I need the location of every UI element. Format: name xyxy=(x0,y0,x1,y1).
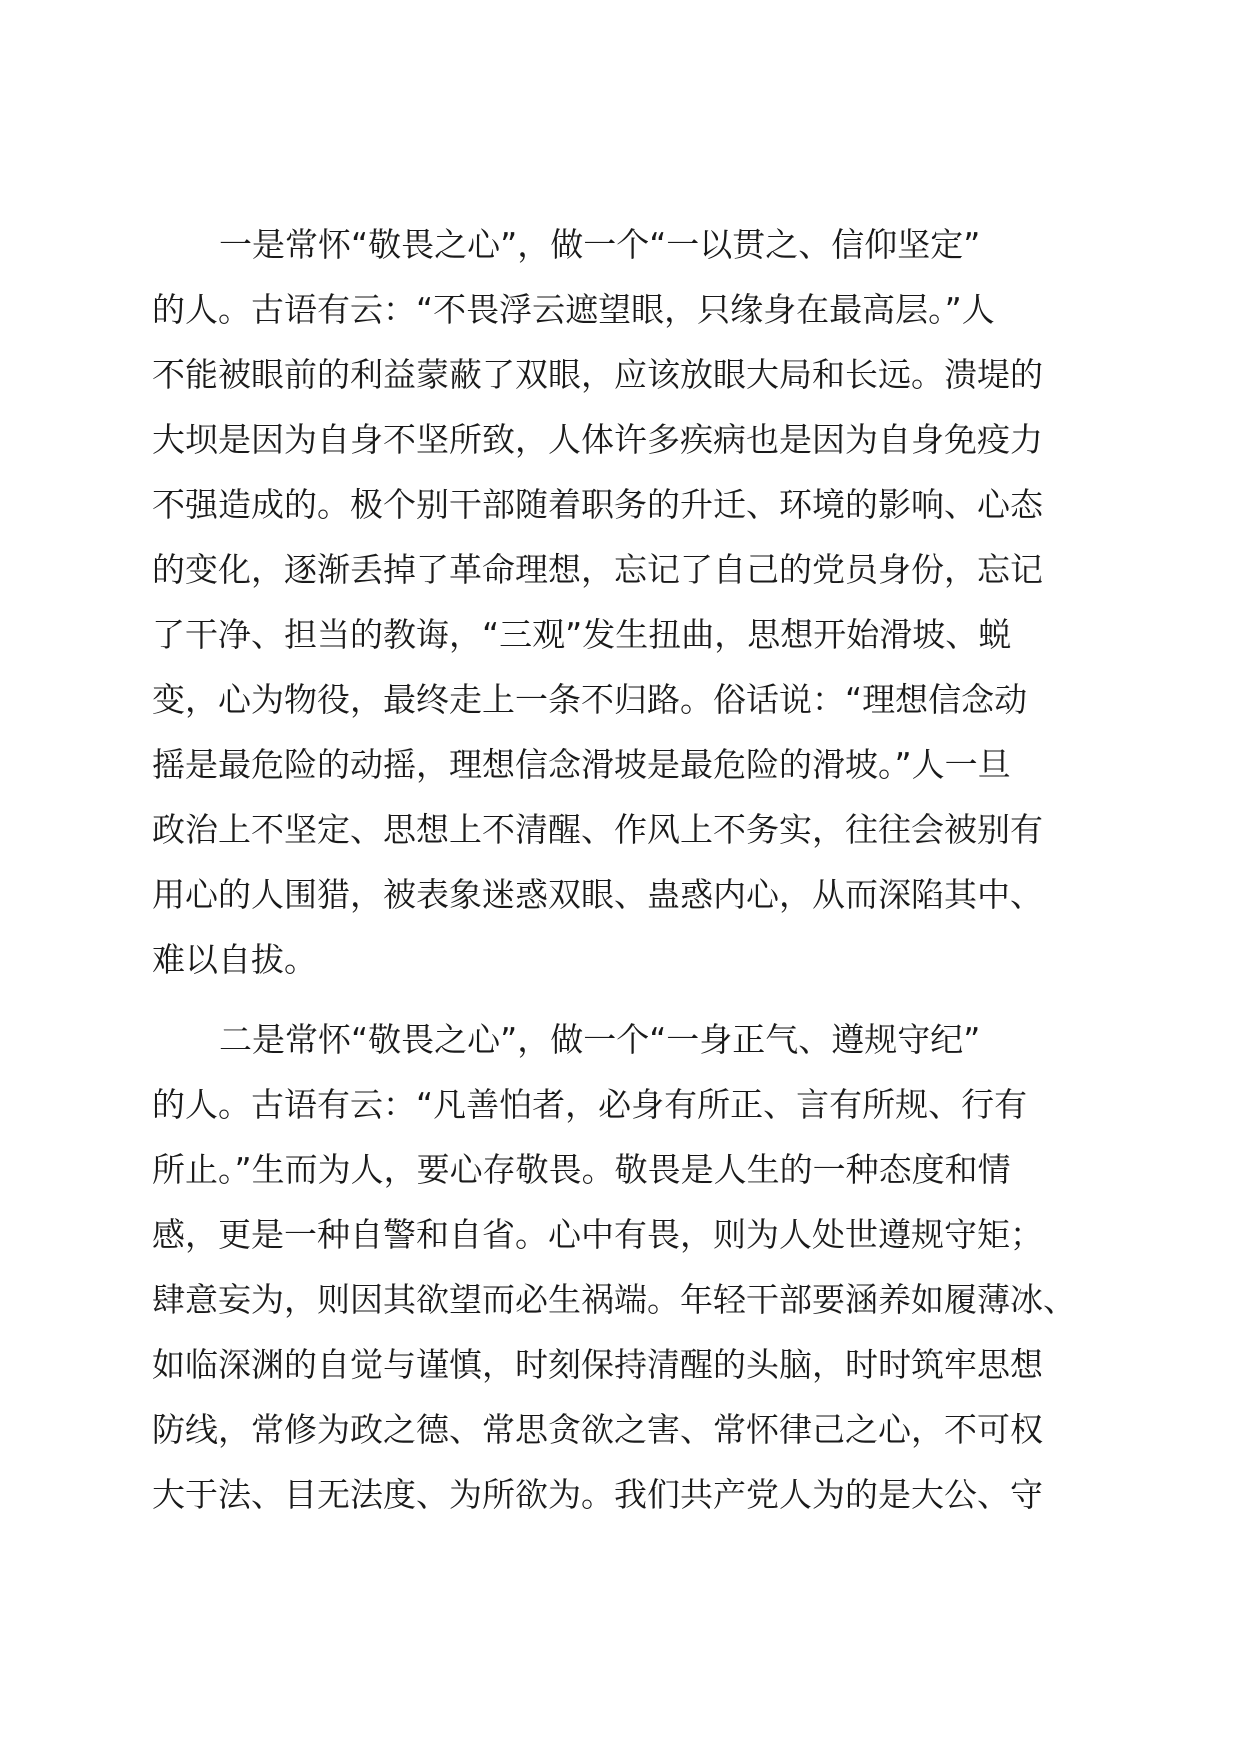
paragraph-line: 的人。古语有云：“凡善怕者，必身有所正、言有所规、行有 xyxy=(152,1085,1028,1124)
paragraph-line: 不能被眼前的利益蒙蔽了双眼，应该放眼大局和长远。溃堤的 xyxy=(152,355,1043,394)
paragraph-line: 不强造成的。极个别干部随着职务的升迁、环境的影响、心态 xyxy=(152,485,1043,524)
paragraph-line: 防线，常修为政之德、常思贪欲之害、常怀律己之心，不可权 xyxy=(152,1410,1043,1449)
paragraph-line: 的人。古语有云：“不畏浮云遮望眼，只缘身在最高层。”人 xyxy=(152,290,995,329)
paragraph-line: 政治上不坚定、思想上不清醒、作风上不务实，往往会被别有 xyxy=(152,810,1043,849)
paragraph-line: 的变化，逐渐丢掉了革命理想，忘记了自己的党员身份，忘记 xyxy=(152,550,1043,589)
paragraph-line: 变，心为物役，最终走上一条不归路。俗话说：“理想信念动 xyxy=(152,680,1028,719)
paragraph-line: 难以自拔。 xyxy=(152,940,317,979)
paragraph-line: 感，更是一种自警和自省。心中有畏，则为人处世遵规守矩； xyxy=(152,1215,1043,1254)
document-body xyxy=(152,212,1092,1527)
paragraph-1 xyxy=(152,212,1092,992)
paragraph-line: 如临深渊的自觉与谨慎，时刻保持清醒的头脑，时时筑牢思想 xyxy=(152,1345,1043,1384)
paragraph-line: 肆意妄为，则因其欲望而必生祸端。年轻干部要涵养如履薄冰、 xyxy=(152,1280,1076,1319)
paragraph-2 xyxy=(152,1007,1092,1527)
paragraph-line: 用心的人围猎，被表象迷惑双眼、蛊惑内心，从而深陷其中、 xyxy=(152,875,1043,914)
paragraph-line: 摇是最危险的动摇，理想信念滑坡是最危险的滑坡。”人一旦 xyxy=(152,745,1011,784)
paragraph-line: 二是常怀“敬畏之心”，做一个“一身正气、遵规守纪” xyxy=(219,1020,981,1059)
paragraph-line: 所止。”生而为人，要心存敬畏。敬畏是人生的一种态度和情 xyxy=(152,1150,1011,1189)
paragraph-line: 一是常怀“敬畏之心”，做一个“一以贯之、信仰坚定” xyxy=(219,225,981,264)
paragraph-line: 大于法、目无法度、为所欲为。我们共产党人为的是大公、守 xyxy=(152,1475,1043,1514)
paragraph-line: 大坝是因为自身不坚所致，人体许多疾病也是因为自身免疫力 xyxy=(152,420,1043,459)
paragraph-line: 了干净、担当的教诲，“三观”发生扭曲，思想开始滑坡、蜕 xyxy=(152,615,1012,654)
